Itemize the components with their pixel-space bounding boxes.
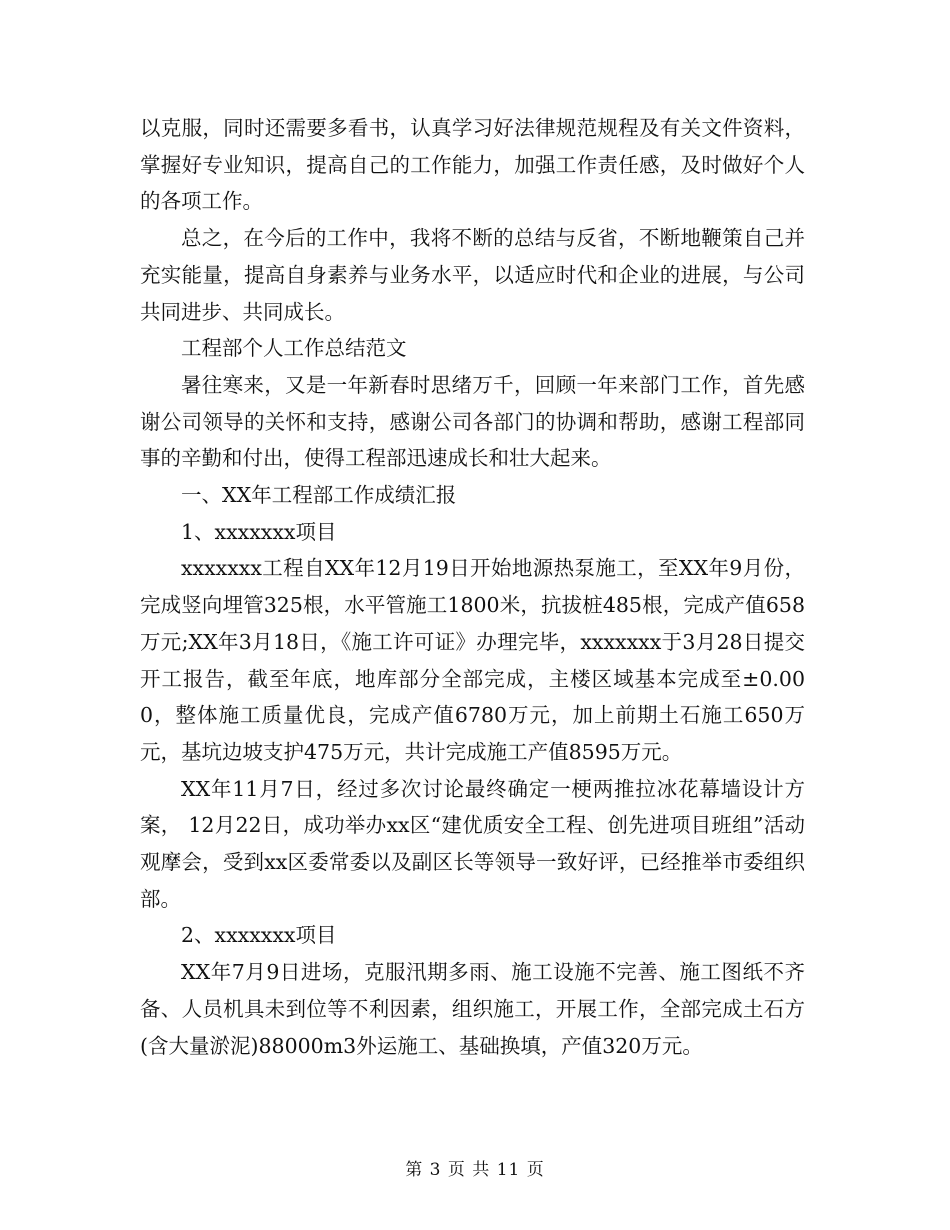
section-title: 工程部个人工作总结范文 (181, 336, 407, 361)
page-number-footer: 第 3 页 共 11 页 (405, 1160, 545, 1180)
paragraph-project-1-progress: xxxxxxx工程自XX年12月19日开始地源热泵施工，至XX年9月份，完成竖向埋管325根，水平管施工1800米，抗拔桩485根，完成产值658万元;XX年3月18日，《施工许可证》办理完毕，xxxxxxx于3月28日提交开工报告，截至年底，地库部分全部完成，主楼区域基本完成至±0.000，整体施工质量优良，完成产值6780万元，加上前期土石施工650万元，基坑边坡支护475万元，共计完成施工产值8595万元。 (140, 556, 805, 764)
paragraph-intro-continuation: 以克服，同时还需要多看书，认真学习好法律规范规程及有关文件资料，掌握好专业知识，提高自己的工作能力，加强工作责任感，及时做好个人的各项工作。 (140, 116, 805, 214)
heading-project-1: 1、xxxxxxx项目 (181, 519, 337, 544)
paragraph-opening: 暑往寒来，又是一年新春时思绪万千，回顾一年来部门工作，首先感谢公司领导的关怀和支持，感谢公司各部门的协调和帮助，感谢工程部同事的辛勤和付出，使得工程部迅速成长和壮大起来。 (140, 372, 805, 471)
paragraph-conclusion: 总之，在今后的工作中，我将不断的总结与反省，不断地鞭策自己并充实能量，提高自身素养与业务水平，以适应时代和企业的进展，与公司共同进步、共同成长。 (140, 226, 805, 324)
paragraph-project-1-events: XX年11月7日，经过多次讨论最终确定一梗两推拉冰花幕墙设计方案， 12月22日，成功举办xx区“建优质安全工程、创先进项目班组”活动观摩会，受到xx区委常委以及副区长等领导一致好评，已经推举市委组织部。 (140, 776, 805, 911)
heading-project-2: 2、xxxxxxx项目 (181, 923, 337, 948)
heading-achievements: 一、XX年工程部工作成绩汇报 (181, 483, 457, 508)
paragraph-project-2-progress: XX年7月9日进场，克服汛期多雨、施工设施不完善、施工图纸不齐备、人员机具未到位等不利因素，组织施工，开展工作，全部完成土石方(含大量淤泥)88000m3外运施工、基础换填，产值320万元。 (140, 960, 805, 1058)
document-body (140, 110, 805, 1064)
